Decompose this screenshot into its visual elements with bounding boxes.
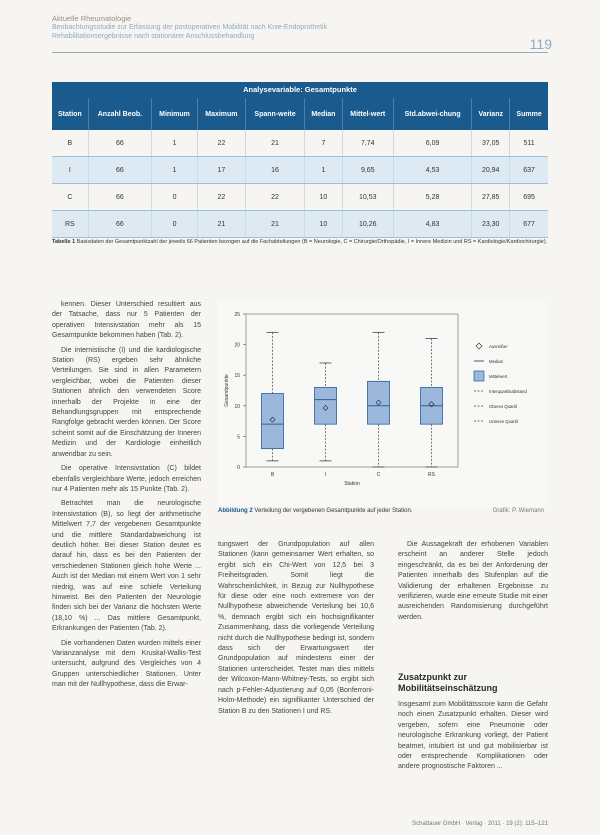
- legend-swatch: [474, 371, 484, 381]
- table-cell: 1: [152, 157, 198, 184]
- table-caption-label: Tabelle 1: [52, 239, 76, 245]
- legend-label: Ausreißer: [489, 343, 508, 349]
- table-body: [52, 130, 548, 238]
- box-B: [262, 332, 284, 478]
- data-table: [52, 82, 548, 238]
- table-cell: 10: [305, 184, 342, 211]
- table-cell: 16: [245, 157, 304, 184]
- table-cell: 66: [88, 211, 151, 238]
- paragraph: Die vorhandenen Daten wurden mittels einer Varianzanalyse mit dem Kruskal-Wallis-Test untersucht, aufgrund des Vergleiches von 4 Gruppen unterschiedlicher Stationen. Unter man mit der Nullhypothese, dass die Erwar-: [52, 639, 201, 689]
- iqr-box: [262, 394, 284, 449]
- header-title: Beobachtungsstudie zur Erfassung der postoperativen Mobilität nach Knie-Endoprothetik: [52, 24, 328, 31]
- x-tick-label: I: [324, 472, 327, 478]
- paragraph: Die internistische (I) und die kardiologische Station (RS) ergeben sehr ähnliche Verteilungen. Sie sind in allen Parametern vergleichbar, wobei die Patienten dieser Stationen ähnlich den verwendeten Score innerhalb der Projekte in eine der Behandlungsgruppen mit entsprechende Rangfolge gebracht werden können. Der Score scheint somit auf die Einschätzung der Inneren Medizin und der Kardiologie einheitlich anwendbar zu sein.: [52, 346, 201, 458]
- legend-label: Oberes Quartil: [489, 403, 517, 409]
- table-cell: 22: [197, 130, 245, 157]
- legend-swatch: [476, 343, 482, 349]
- table-cell: 37,05: [472, 130, 510, 157]
- text-column-right-2: [398, 700, 548, 777]
- iqr-box: [368, 381, 390, 424]
- table-cell: I: [52, 157, 88, 184]
- table-cell: 17: [197, 157, 245, 184]
- table-cell: 0: [152, 184, 198, 211]
- table-header-row: [52, 98, 548, 130]
- y-tick-label: 25: [234, 312, 240, 318]
- paragraph: tungswert der Grundpopulation auf allen Stationen (kann gemeinsamer Wert erhalten, so ergibt sich ein Chi-Wert von 12,5 bei 3 Freiheitsgraden. Somit liegt die Wahrscheinlichkeit, in Bezug zur Nullhypothese für diese oder eine noch extremere von der Nullhypothese abweichende Verteilung bei 10,6 %, demnach ergibt sich ein hochsignifikanter Zusammenhang, dass die vorliegende Verteilung nicht durch die Nullhypothese bedingt ist, sondern dass sich der Erwartungswert der Grundpopulation auf mindestens einer der Stationen unterscheidet. Testet man dies mittels der Wilcoxon-Mann-Whitney-Tests, so ergibt sich nach p-Fehler-Adjustierung auf 0,05 (Bonferroni-Holm-Methode) ein signifikanter Unterschied der Station B zu den Stationen I und RS.: [218, 541, 374, 715]
- table-caption-text: Basisdaten der Gesamtpunktzahl der jeweils 66 Patienten bezogen auf die Fachabteilungen (B = Neurologie, C = Chirurgie/Orthopädie, I = Innere Medizin und RS = Kardiologie/Kardiochirurgie).: [76, 239, 548, 245]
- page-footer: Schattauer GmbH · Verlag · 2011 · 19 (2): 115–121: [412, 821, 548, 827]
- y-axis-label: Gesamtpunkte: [224, 374, 230, 407]
- header-subtitle: Rehabilitationsergebnisse nach stationärer Anschlussbehandlung: [52, 33, 255, 40]
- text-column-right: [398, 540, 548, 627]
- section-heading: Zusatzpunkt zur Mobilitätseinschätzung: [398, 672, 498, 693]
- x-axis-label: Station: [344, 481, 360, 487]
- table-cell: 9,65: [342, 157, 393, 184]
- chart-boxes: [262, 332, 443, 478]
- table-cell: 1: [305, 157, 342, 184]
- column-header: Spann-weite: [245, 98, 304, 130]
- column-header: Varianz: [472, 98, 510, 130]
- table-cell: 677: [510, 211, 548, 238]
- table-cell: 511: [510, 130, 548, 157]
- table-cell: 637: [510, 157, 548, 184]
- column-header: Station: [52, 98, 88, 130]
- table-cell: 6,09: [393, 130, 471, 157]
- box-RS: [421, 338, 443, 478]
- y-tick-label: 20: [234, 342, 240, 349]
- table-cell: 21: [197, 211, 245, 238]
- x-tick-label: B: [270, 472, 275, 478]
- figure-credit: Grafik: P. Wiemann: [492, 508, 544, 514]
- column-header: Std.abwei-chung: [393, 98, 471, 130]
- table-cell: 10,26: [342, 211, 393, 238]
- table-cell: RS: [52, 211, 88, 238]
- table-cell: 20,94: [472, 157, 510, 184]
- paragraph: Betrachtet man die neurologische Intensivstation (B), so liegt der arithmetische Mittelwert 7,7 der vergebenen Gesamtpunkte und die mittlere Standardabweichung ist deutlich höher. Bei dieser Station deutet es darauf hin, dass es bei den Patienten der verschiedenen Stationen gleich hohe Werte ... Auch ist der Median mit einem Wert von 1 sehr niedrig, was auf eine schiefe Verteilung hinweist. Bei den Patienten der Neurologie finden sich bei der Varianz die höchsten Werte (18,10 %) ... Das mittlere Gesamtpunkt, Erkrankungen der Patienten (Tab. 2).: [52, 500, 201, 633]
- table-cell: 695: [510, 184, 548, 211]
- table-cell: 23,30: [472, 211, 510, 238]
- table-cell: 22: [197, 184, 245, 211]
- table-cell: 10,53: [342, 184, 393, 211]
- table-cell: 66: [88, 130, 151, 157]
- table-cell: 10: [305, 211, 342, 238]
- column-header: Minimum: [152, 98, 198, 130]
- table-cell: 4,83: [393, 211, 471, 238]
- table-cell: 0: [152, 211, 198, 238]
- table-cell: 5,28: [393, 184, 471, 211]
- x-tick-label: C: [376, 472, 381, 478]
- legend-label: Mittelwert: [489, 373, 508, 379]
- table-cell: 66: [88, 157, 151, 184]
- table-cell: C: [52, 184, 88, 211]
- table-row: [52, 211, 548, 238]
- table-cell: 66: [88, 184, 151, 211]
- header-divider: [52, 52, 548, 53]
- boxplot-chart: [218, 302, 548, 507]
- table-title: Analysevariable: Gesamtpunkte: [52, 82, 548, 98]
- box-I: [315, 363, 337, 478]
- paragraph: Die Aussagekraft der erhobenen Variablen erscheint an anderer Stelle jedoch eingeschränkt, da es bei der Anforderung der Patienten innerhalb des Stufenplan auf die Validierung der erhaltenen Ergebnisse zu verifizieren, wurde eine erneute Studie mit einer ausreichenden Randomisierung durchgeführt werden.: [398, 541, 548, 621]
- page-number: 119: [529, 36, 552, 52]
- table-cell: 21: [245, 211, 304, 238]
- legend-label: Median: [489, 358, 504, 364]
- table-cell: 21: [245, 130, 304, 157]
- table-cell: 1: [152, 130, 198, 157]
- text-column-left: [52, 300, 201, 695]
- table-row: [52, 157, 548, 184]
- paragraph: Insgesamt zum Mobilitätsscore kann die Gefahr noch einen Zusatzpunkt erhalten. Dieser wird vergeben, sofern eine Pneumonie oder neurologische Erkrankung vorliegt, der Patient beatmet, intubiert ist und gut mobilisierbar ist oder entsprechende Komplikationen oder andere prognostische Faktoren ...: [398, 701, 548, 771]
- table-cell: 27,85: [472, 184, 510, 211]
- x-tick-label: RS: [428, 472, 435, 478]
- y-tick-label: 15: [234, 373, 240, 380]
- text-column-middle: [218, 540, 374, 721]
- table-row: [52, 184, 548, 211]
- paragraph: Die operative Intensivstation (C) bildet ebenfalls vergleichbare Werte, jedoch erreichen nur 4 Patienten mehr als 15 Punkte (Tab. 2).: [52, 465, 201, 493]
- y-tick-label: 5: [237, 434, 240, 441]
- column-header: Summe: [510, 98, 548, 130]
- y-tick-label: 0: [237, 465, 240, 471]
- table-cell: 22: [245, 184, 304, 211]
- column-header: Maximum: [197, 98, 245, 130]
- column-header: Median: [305, 98, 342, 130]
- journal-name: Aktuelle Rheumatologie: [52, 14, 132, 23]
- figure-caption-text: Verteilung der vergebenen Gesamtpunkte auf jeder Station.: [254, 508, 413, 514]
- figure-caption-label: Abbildung 2: [218, 508, 253, 514]
- chart-legend: [474, 343, 527, 424]
- legend-label: Unteres Quartil: [489, 418, 518, 424]
- y-tick-label: 10: [234, 403, 240, 410]
- boxplot-figure: [218, 302, 548, 507]
- table-caption: [52, 238, 548, 246]
- table-row: [52, 130, 548, 157]
- running-header: [52, 14, 552, 41]
- table-cell: 7: [305, 130, 342, 157]
- column-header: Mittel-wert: [342, 98, 393, 130]
- box-C: [368, 332, 390, 478]
- table-cell: 7,74: [342, 130, 393, 157]
- legend-label: Interquartilsabstand: [489, 388, 527, 394]
- figure-caption: [218, 508, 548, 514]
- paragraph: kennen. Dieser Unterschied resultiert aus der Tatsache, dass nur 5 Patienten der operativen Intensivstation mehr als 15 Gesamtpunkte bekommen haben (Tab. 2).: [52, 301, 201, 340]
- table-cell: 4,53: [393, 157, 471, 184]
- table-cell: B: [52, 130, 88, 157]
- column-header: Anzahl Beob.: [88, 98, 151, 130]
